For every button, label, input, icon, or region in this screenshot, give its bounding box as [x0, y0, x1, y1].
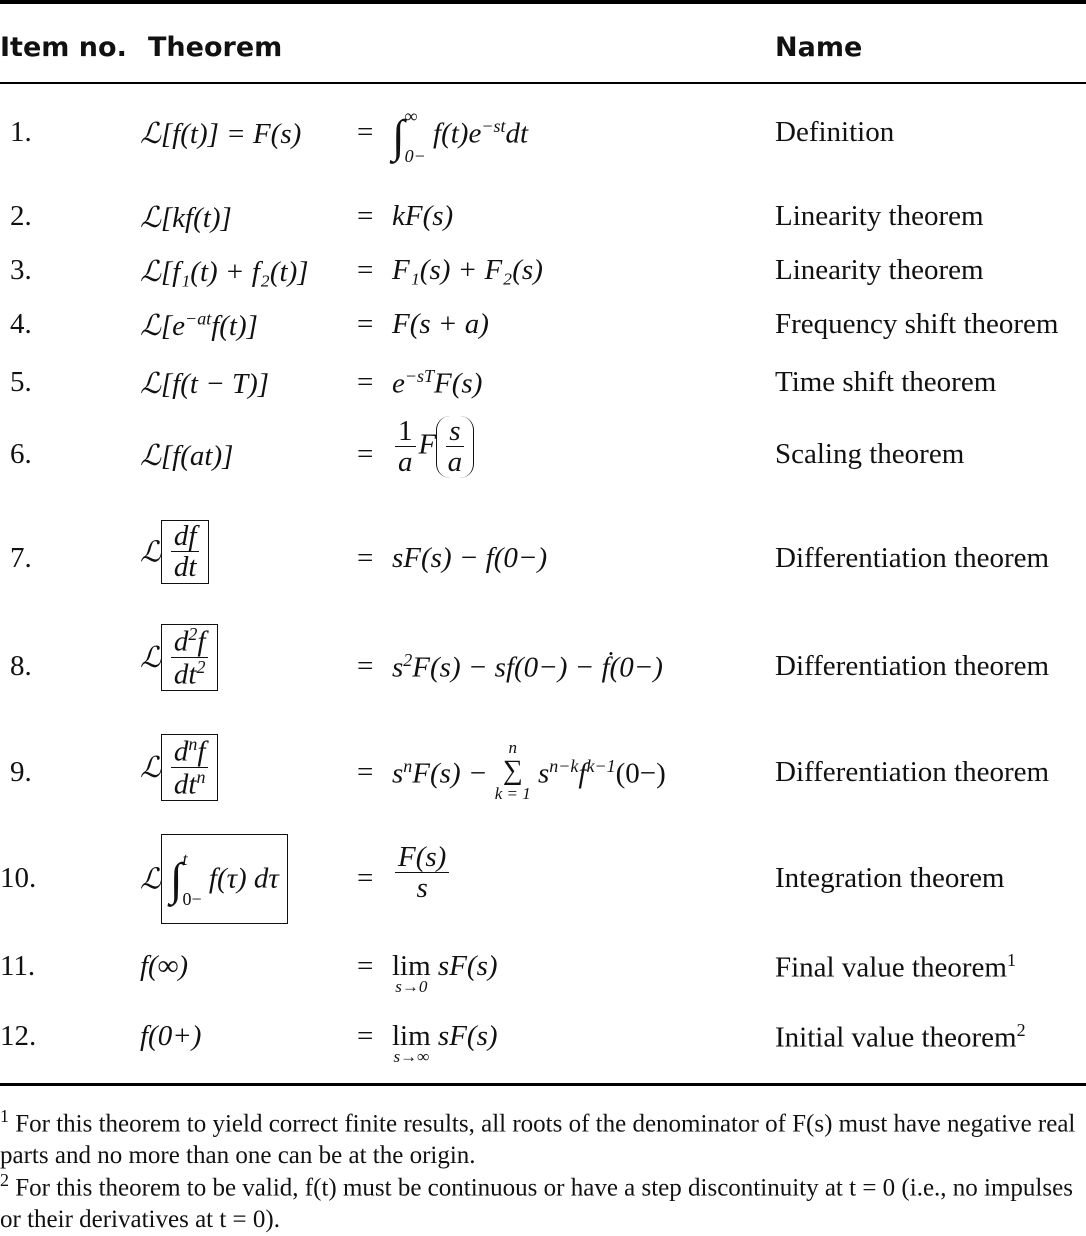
theorem-rhs: kF(s) [392, 200, 454, 232]
theorem-rhs [392, 842, 452, 904]
bracket-group: $\frac{d^nf}{dt^n}$ [161, 734, 219, 801]
theorem-rhs: lim s→∞ sF(s) [392, 1020, 498, 1066]
theorem-name: Differentiation theorem [775, 542, 1050, 574]
item-number: 11. [0, 950, 36, 982]
summation: n ∑ k = 1 [494, 738, 531, 803]
theorem-lhs: ℒ $\frac{df}{dt}$ [140, 520, 209, 584]
equals-sign: = [357, 862, 374, 894]
theorem-name: Differentiation theorem [775, 756, 1050, 788]
theorem-name: Differentiation theorem [775, 650, 1050, 682]
theorem-name: Time shift theorem [775, 366, 997, 398]
theorem-name: Linearity theorem [775, 200, 984, 232]
limit-operator: lim s→0 [392, 950, 431, 996]
item-number: 9. [10, 756, 32, 788]
theorem-lhs: ℒ $\frac{d^2f}{dt^2}$ [140, 624, 218, 691]
item-number: 3. [10, 254, 32, 286]
bracket-group: $\frac{df}{dt}$ [161, 520, 210, 584]
theorem-rhs: F₁(s) + F₂(s) [392, 254, 543, 286]
header-theorem: Theorem [148, 32, 283, 63]
theorem-name: Integration theorem [775, 862, 1005, 894]
footnote [0, 1100, 1086, 1172]
limit-operator: lim s→∞ [392, 1020, 431, 1066]
fraction: $\frac{1}{a}$ [395, 416, 416, 478]
top-rule [0, 0, 1086, 4]
item-number: 6. [10, 438, 32, 470]
item-number: 12. [0, 1020, 37, 1052]
item-number: 10. [0, 862, 37, 894]
bracket-group: ∫ t 0− f(τ) dτ [161, 834, 288, 924]
theorem-rhs: $s^nF(s)$ − n ∑ k = 1 $s^{n-k}f^{k-1}(0-)$ [392, 738, 666, 803]
item-number: 1. [10, 116, 32, 148]
theorem-lhs: ℒ[f(at)] [140, 440, 234, 472]
theorem-name: Definition [775, 116, 895, 148]
theorem-name: Initial value theorem$^2$ [775, 1020, 1026, 1054]
theorem-name: Frequency shift theorem [775, 308, 1059, 340]
theorem-lhs: f(0+) [140, 1020, 202, 1052]
theorem-lhs: ℒ $\frac{d^nf}{dt^n}$ [140, 734, 218, 801]
equals-sign: = [357, 438, 374, 470]
header-name: Name [775, 32, 863, 63]
bracket-group: $\frac{d^2f}{dt^2}$ [161, 624, 219, 691]
equals-sign: = [357, 542, 374, 574]
theorem-rhs: $e^{-sT}F(s)$ [392, 366, 483, 400]
theorem-rhs: $s^2F(s) - sf(0-)$ − ḟ(0−) [392, 650, 663, 684]
equals-sign: = [357, 308, 374, 340]
equals-sign: = [357, 200, 374, 232]
equals-sign: = [357, 254, 374, 286]
equals-sign: = [357, 756, 374, 788]
integral-sign: ∫ [392, 110, 405, 162]
fraction: $\frac{F(s)}{s}$ [395, 842, 449, 904]
footnote [0, 1164, 1086, 1236]
equals-sign: = [357, 1020, 374, 1052]
theorem-lhs: ℒ[kf(t)] [140, 202, 232, 234]
footnote-mark: 1 [0, 1106, 9, 1126]
theorem-name: Linearity theorem [775, 254, 984, 286]
header-item-no: Item no. [0, 32, 127, 63]
theorem-rhs: $\frac{1}{a}$ F $\frac{s}{a}$ [392, 416, 474, 478]
theorem-rhs: lim s→0 sF(s) [392, 950, 498, 996]
parenthesis-group: $\frac{s}{a}$ [436, 416, 473, 478]
theorem-lhs: ℒ ∫ t 0− f(τ) dτ [140, 834, 288, 924]
theorem-lhs: f(∞) [140, 950, 189, 982]
theorem-rhs: F(s + a) [392, 308, 489, 340]
item-number: 2. [10, 200, 32, 232]
item-number: 4. [10, 308, 32, 340]
equals-sign: = [357, 650, 374, 682]
header-rule [0, 82, 1086, 84]
theorem-lhs: ℒ[f(t − T)] [140, 368, 270, 400]
item-number: 8. [10, 650, 32, 682]
item-number: 5. [10, 366, 32, 398]
bottom-rule [0, 1083, 1086, 1086]
integral-sign: ∫ [169, 853, 183, 905]
equals-sign: = [357, 950, 374, 982]
footnote-text: For this theorem to be valid, f(t) must be continuous or have a step discontinuity at t = 0 (i.e., no impulses or their derivatives at t = 0). [0, 1174, 1073, 1234]
footnote-ref: 1 [1006, 950, 1016, 970]
footnote-ref: 2 [1016, 1020, 1026, 1040]
theorem-rhs: ∫ ∞ 0− $f(t)e^{-st}dt$ [392, 106, 529, 166]
theorem-lhs: ℒ[f(t)] = F(s) [140, 118, 302, 150]
theorem-name: Final value theorem$^1$ [775, 950, 1016, 984]
theorem-rhs: sF(s) − f(0−) [392, 542, 548, 574]
footnote-mark: 2 [0, 1170, 9, 1190]
theorem-lhs: $ℒ[e^{-at}f(t)]$ [140, 308, 258, 342]
theorem-lhs: ℒ[f₁(t) + f₂(t)] [140, 256, 309, 288]
equals-sign: = [357, 366, 374, 398]
theorem-name: Scaling theorem [775, 438, 965, 470]
footnote-text: For this theorem to yield correct finite results, all roots of the denominator of F(s) must have negative real parts and no more than one can be at the origin. [0, 1110, 1076, 1170]
item-number: 7. [10, 542, 32, 574]
equals-sign: = [357, 116, 374, 148]
